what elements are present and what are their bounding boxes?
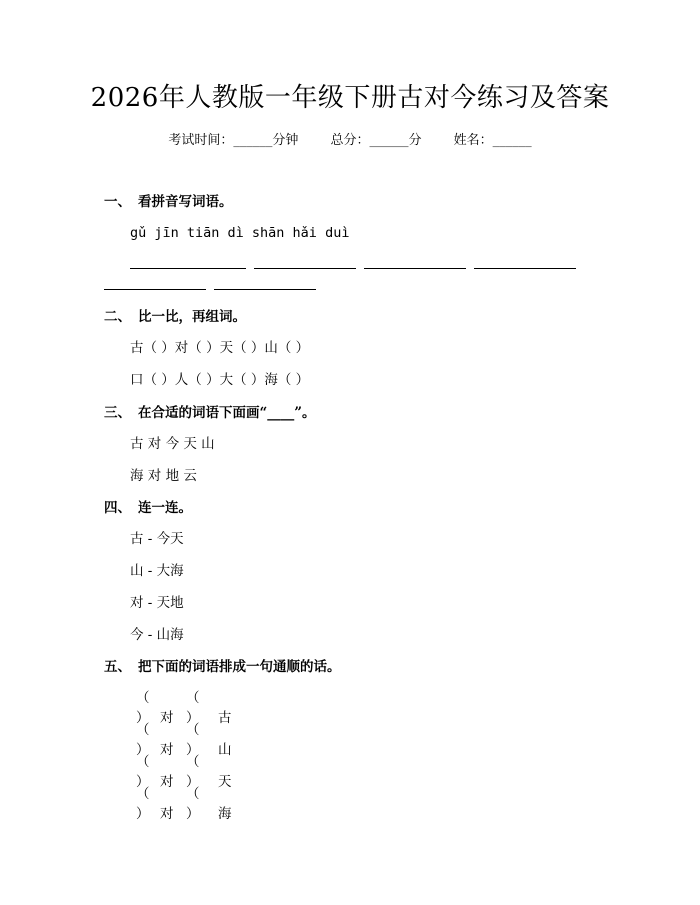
- q4-row: 古 - 今天: [130, 531, 184, 547]
- q3-row: 古 对 今 天 山: [130, 436, 215, 452]
- section-3-heading: 三、 在合适的词语下面画“____”。: [104, 405, 316, 421]
- name-blank: ______: [492, 133, 532, 148]
- total-score: 总分：______分: [330, 131, 421, 151]
- page-title: 2026年人教版一年级下册古对今练习及答案: [90, 83, 610, 113]
- q2-row: 古（ ）对（ ）天（ ）山（ ）: [130, 340, 310, 356]
- section-5-heading: 五、 把下面的词语排成一句通顺的话。: [104, 659, 341, 675]
- section-1-heading: 一、 看拼音写词语。: [104, 194, 233, 210]
- section-4-heading: 四、 连一连。: [104, 500, 192, 516]
- score-blank: ______: [369, 133, 409, 148]
- q4-row: 对 - 天地: [130, 595, 184, 611]
- answer-line: [474, 268, 576, 269]
- answer-line: [104, 289, 206, 290]
- time-blank: ______: [233, 133, 273, 148]
- q2-row: 口（ ）人（ ）大（ ）海（ ）: [130, 372, 310, 388]
- answer-line: [364, 268, 466, 269]
- q5-row: （ ） 对（ ） 天: [136, 754, 232, 790]
- q3-row: 海 对 地 云: [130, 468, 197, 484]
- q4-row: 今 - 山海: [130, 627, 184, 643]
- section-2-heading: 二、 比一比，再组词。: [104, 309, 246, 325]
- q5-row: （ ） 对（ ） 海: [136, 786, 232, 822]
- q5-row: （ ） 对（ ） 古: [136, 690, 232, 726]
- answer-line: [130, 268, 246, 269]
- exam-info: [0, 131, 700, 151]
- answer-line: [214, 289, 316, 290]
- q4-row: 山 - 大海: [130, 563, 184, 579]
- q5-row: （ ） 对（ ） 山: [136, 722, 232, 758]
- q1-pinyin: gǔ jīn tiān dì shān hǎi duì: [130, 225, 350, 241]
- answer-line: [254, 268, 356, 269]
- student-name: 姓名：______: [454, 131, 532, 151]
- exam-time: 考试时间：______分钟: [168, 131, 298, 151]
